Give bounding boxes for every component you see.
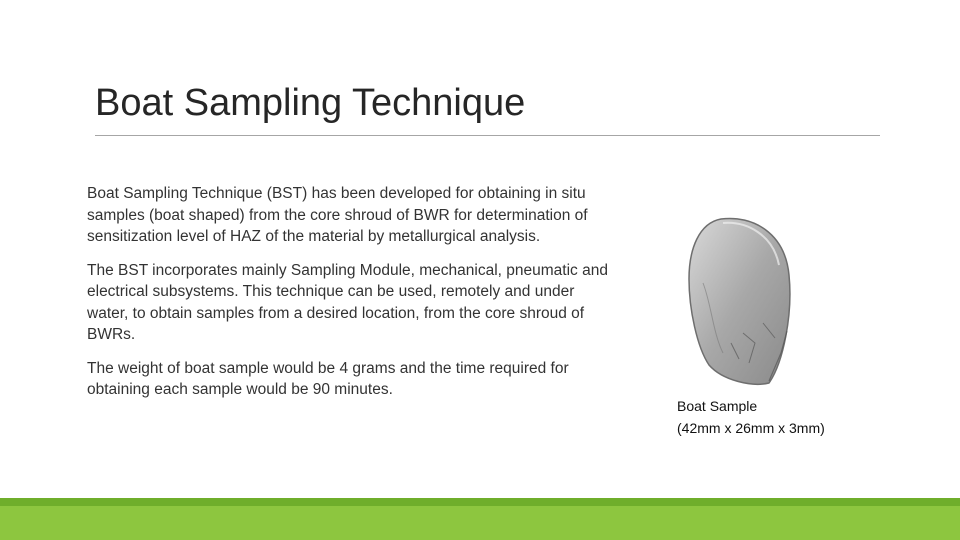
title-divider: [95, 135, 880, 136]
paragraph-sample-weight: The weight of boat sample would be 4 grams and the time required for obtaining each sample would be 90 minutes.: [87, 359, 569, 398]
paragraph-bst-intro: Boat Sampling Technique (BST) has been developed for obtaining in situ samples (boat shaped) from the core shroud of BWR for determination of sensitization level of HAZ of the material by metallurgical analysis.: [87, 185, 588, 245]
image-caption: [677, 395, 825, 439]
boat-sample-image: [683, 213, 793, 388]
caption-dimensions: (42mm x 26mm x 3mm): [677, 420, 825, 436]
caption-title: Boat Sample: [677, 398, 758, 414]
body-text: [87, 183, 617, 413]
slide-title: Boat Sampling Technique: [95, 82, 526, 124]
footer-accent-bar: [0, 498, 960, 540]
paragraph-bst-components: The BST incorporates mainly Sampling Module, mechanical, pneumatic and electrical subsystems. This technique can be used, remotely and under water, to obtain samples from a desired location, from the core shroud of BWRs.: [87, 261, 608, 343]
